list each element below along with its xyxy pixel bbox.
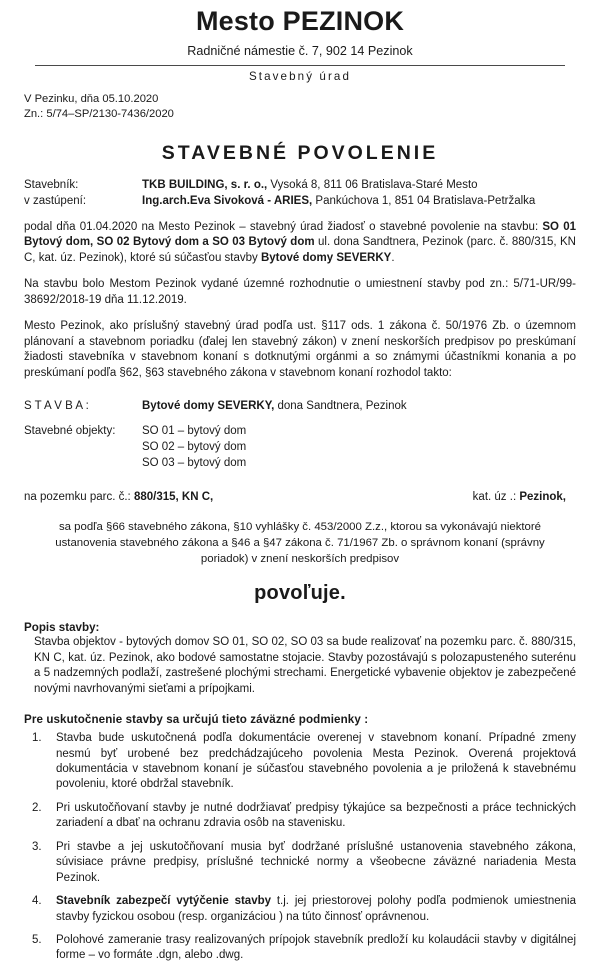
list-item-number: 2. xyxy=(32,801,42,814)
cadastral-area xyxy=(473,491,566,503)
parcel-number xyxy=(24,491,213,503)
construction-objects-list xyxy=(142,424,576,471)
representative-value xyxy=(142,194,576,209)
document-masthead xyxy=(24,0,576,83)
representative-label: v zastúpení: xyxy=(24,194,87,207)
list-item-text: Pri stavbe a jej uskutočňovaní musia byť dodržané príslušné ustanovenia stavebného zákona, súvisiace právne predpisy, príslušné technické normy a všeobecne záväzné nariadenia Mesta Pezinok. xyxy=(56,840,576,884)
construction-label: S T A V B A : xyxy=(24,400,89,413)
cadastral-area-label: kat. úz .: xyxy=(472,490,520,503)
list-item xyxy=(24,801,576,832)
construction-location: dona Sandtnera, Pezinok xyxy=(274,400,407,413)
list-item-number: 3. xyxy=(32,840,42,853)
list-item-text: t.j. jej priestorovej polohy podľa podmienok umiestnenia stavby fyzickou osobou (resp. organizáciou ) na túto činnosť oprávnenou. xyxy=(56,895,577,923)
organization-address: Radničné námestie č. 7, 902 14 Pezinok xyxy=(187,44,413,59)
request-objects: SO 01 Bytový dom, SO 02 Bytový dom a SO 03 Bytový dom xyxy=(24,220,577,249)
applicant-label: Stavebník: xyxy=(24,179,79,192)
construction-value xyxy=(142,399,576,414)
construction-block xyxy=(24,399,576,472)
applicant-value xyxy=(142,178,576,193)
list-item-text: Stavba bude uskutočnená podľa dokumentácie overenej v stavebnom konaní. Prípadné zmeny nesmú byť urobené bez predchádzajúceho povolenia Mesta Pezinok. Overená projektová dokumentácia v stavebnom konaní je súčasťou stavebného povolenia a je priložená k stavebnému povoleniu, ktoré obdržal stavebník. xyxy=(56,732,576,791)
organization-name: Mesto PEZINOK xyxy=(195,6,405,36)
list-item xyxy=(24,840,576,886)
applicant-block xyxy=(24,178,576,209)
legal-basis-paragraph: sa podľa §66 stavebného zákona, §10 vyhlášky č. 453/2000 Z.z., ktorou sa vykonávajú niektoré ustanovenia stavebného zákona a §46 a §47 zákona č. 71/1967 Zb. o správnom konaní (správny poriadok) v znení neskorších predpisov xyxy=(55,520,545,566)
parcel-number-label: na pozemku parc. č.: xyxy=(24,490,134,503)
applicant-name: TKB BUILDING, s. r. o., xyxy=(142,179,268,192)
zoning-decision-paragraph: Na stavbu bolo Mestom Pezinok vydané územné rozhodnutie o umiestnení stavby pod zn.: 5/71-UR/99-38692/2018-19 dňa 11.12.2019. xyxy=(24,278,576,306)
verdict-text: povoľuje. xyxy=(254,582,346,605)
reference-block xyxy=(24,92,576,122)
list-item-number: 5. xyxy=(32,934,42,947)
representative-row xyxy=(24,194,576,209)
place-and-date: V Pezinku, dňa 05.10.2020 xyxy=(24,93,159,106)
request-project-name: Bytové domy SEVERKY xyxy=(260,251,392,264)
list-item-text: Pri uskutočňovaní stavby je nutné dodržiavať predpisy týkajúce sa bezpečnosti a práce technických zariadení a dbať na ochranu zdravia osôb na stavenisku. xyxy=(56,801,576,830)
applicant-address: Vysoká 8, 811 06 Bratislava-Staré Mesto xyxy=(267,179,478,192)
list-item-emphasis: Stavebník zabezpečí vytýčenie stavby xyxy=(56,895,272,908)
parcel-number-value: 880/315, KN C, xyxy=(133,490,214,503)
list-item-text: Polohové zameranie trasy realizovaných prípojok stavebník predloží ku kolaudácii stavby v digitálnej forme – vo formáte .dgn, alebo .dwg. xyxy=(56,934,576,962)
list-item: SO 03 – bytový dom xyxy=(142,456,247,469)
authority-paragraph: Mesto Pezinok, ako príslušný stavebný úrad podľa ust. §117 ods. 1 zákona č. 50/1976 Zb. o územnom plánovaní a stavebnom poriadku (ďalej len stavebný zákon) v znení neskorších predpisov po preskúmaní žiadosti stavebníka v stavebnom konaní s dotknutými orgánmi a so známymi účastníkmi konania a po preskúmaní podľa §62, §63 stavebného zákona v stavebnom konaní rozhodol takto: xyxy=(24,320,576,379)
applicant-row xyxy=(24,178,576,193)
construction-objects-label: Stavebné objekty: xyxy=(24,425,116,438)
representative-name: Ing.arch.Eva Sivoková - ARIES, xyxy=(142,194,313,207)
department-name: Stavebný úrad xyxy=(248,70,352,84)
request-text-c: . xyxy=(391,251,395,264)
conditions-heading: Pre uskutočnenie stavby sa určujú tieto záväzné podmienky : xyxy=(24,713,369,727)
representative-address: Pankúchova 1, 851 04 Bratislava-Petržalka xyxy=(312,194,536,207)
conditions-list xyxy=(24,731,576,964)
list-item: SO 01 – bytový dom xyxy=(142,425,247,438)
construction-objects-row xyxy=(24,424,576,471)
request-text-a: podal dňa 01.04.2020 na Mesto Pezinok – stavebný úrad žiadosť o stavebné povolenie na stavbu: xyxy=(24,220,543,233)
description-text: Stavba objektov - bytových domov SO 01, SO 02, SO 03 sa bude realizovať na pozemku parc. č. 880/315, KN C, kat. úz. Pezinok, ako bodové samostatne stojacie. Stavby pozostávajú s polozapusteného suterénu a 5 nadzemných podlaží, zastrešené plochými strechami. Energetické vybavenie objektov je zabezpečené novými navrhovanými sieťami a prípojkami. xyxy=(34,636,576,695)
request-paragraph xyxy=(24,220,576,266)
parcel-row xyxy=(24,491,576,503)
construction-name: Bytové domy SEVERKY, xyxy=(142,400,275,413)
list-item-number: 1. xyxy=(32,732,42,745)
list-item: SO 02 – bytový dom xyxy=(142,441,247,454)
list-item xyxy=(24,933,576,964)
list-item-number: 4. xyxy=(32,895,42,908)
file-number: Zn.: 5/74–SP/2130-7436/2020 xyxy=(24,108,174,121)
request-text-b: ul. dona Sandtnera, Pezinok (parc. č. 880/315, KN C, kat. úz. Pezinok), ktoré sú súčasťou stavby xyxy=(24,236,576,264)
construction-name-row xyxy=(24,399,576,414)
list-item xyxy=(24,894,576,925)
list-item xyxy=(24,731,576,793)
page-title: STAVEBNÉ POVOLENIE xyxy=(161,142,439,165)
description-heading: Popis stavby: xyxy=(24,621,100,635)
cadastral-area-value: Pezinok, xyxy=(519,490,566,503)
header-divider xyxy=(35,65,565,66)
